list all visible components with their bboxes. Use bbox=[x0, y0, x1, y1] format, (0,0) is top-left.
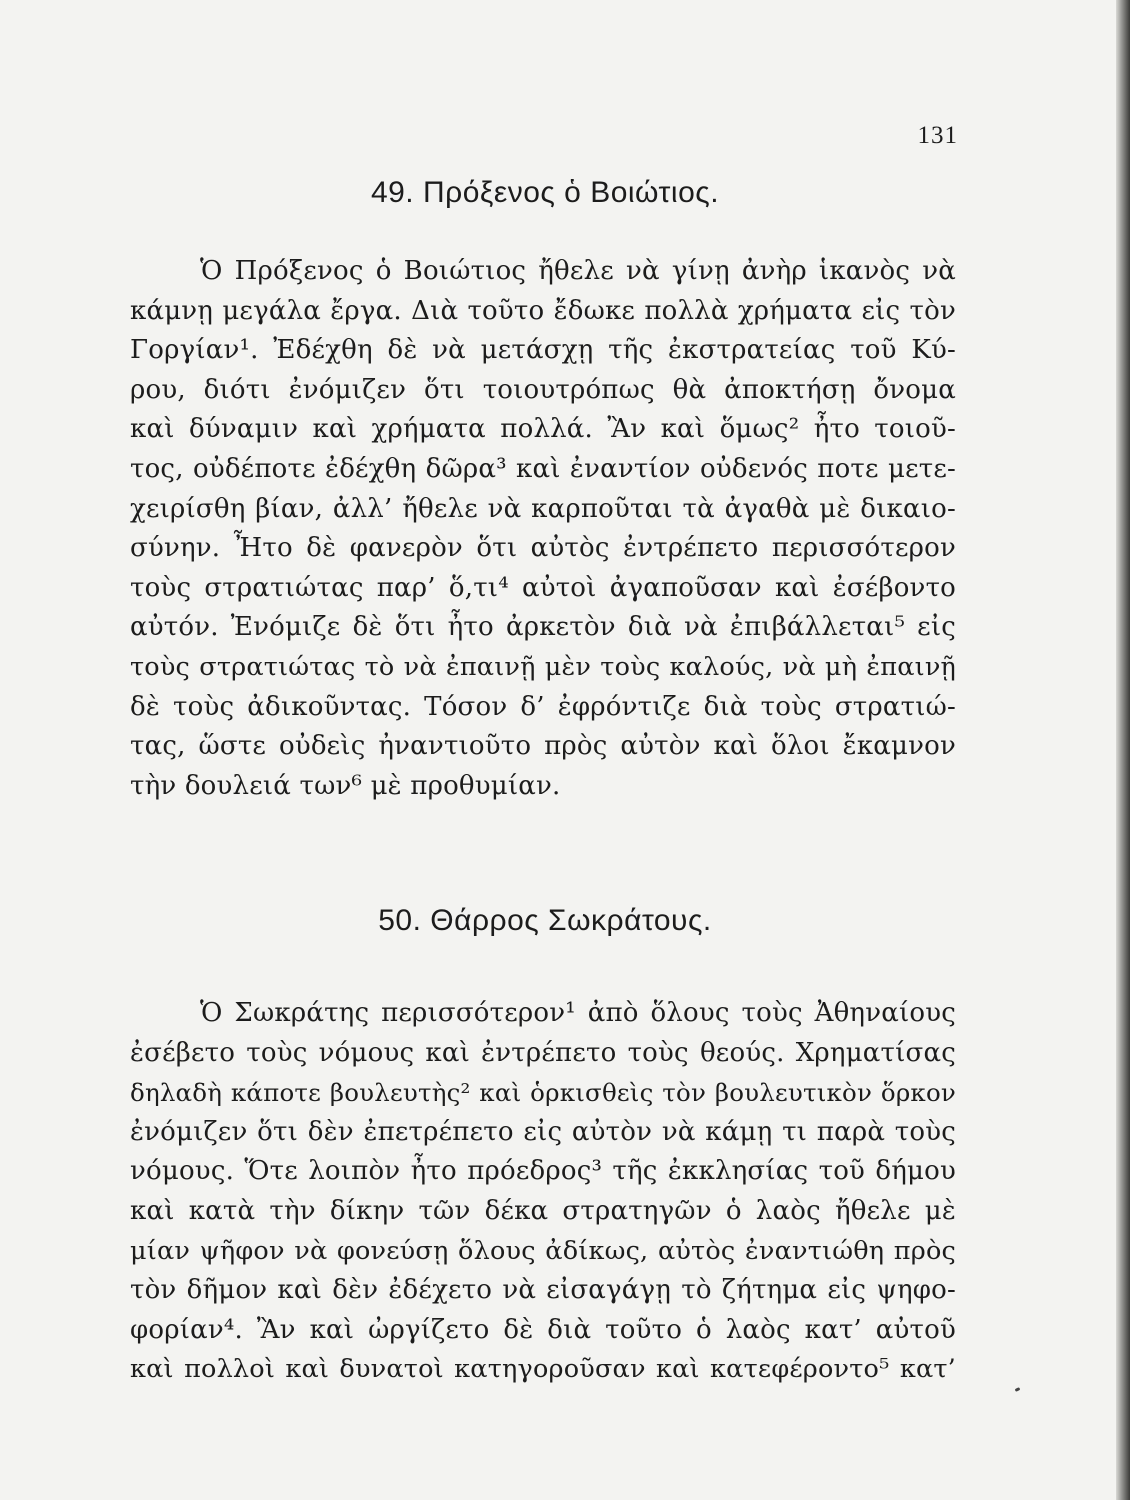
text-line: Ὁ Σωκράτης περισσότερον¹ ἀπὸ ὅλους τοὺς Ἀθηναίους bbox=[200, 998, 956, 1028]
section-50-paragraph bbox=[130, 994, 956, 1390]
text-line: δηλαδὴ κάποτε βουλευτὴς² καὶ ὁρκισθεὶς τὸν βουλευτικὸν ὅρκον bbox=[130, 1078, 956, 1108]
text-line: τοὺς στρατιώτας παρ’ ὅ,τι⁴ αὐτοὶ ἀγαποῦσαν καὶ ἐσέβοντο bbox=[130, 572, 956, 603]
page-edge-shadow bbox=[1116, 0, 1130, 1500]
text-line: Γοργίαν¹. Ἐδέχθη δὲ νὰ μετάσχῃ τῆς ἐκστρατείας τοῦ Κύ- bbox=[130, 335, 956, 366]
text-line: αὐτόν. Ἐνόμιζε δὲ ὅτι ἦτο ἀρκετὸν διὰ νὰ ἐπιβάλλεται⁵ εἰς bbox=[130, 612, 956, 643]
text-line: Ὁ Πρόξενος ὁ Βοιώτιος ἤθελε νὰ γίνῃ ἀνὴρ ἱκανὸς νὰ bbox=[200, 256, 956, 286]
text-line: τος, οὐδέποτε ἐδέχθη δῶρα³ καὶ ἐναντίον οὐδενός ποτε μετε- bbox=[130, 453, 956, 484]
page-number: 131 bbox=[917, 122, 958, 149]
text-line: χειρίσθη βίαν, ἀλλ’ ἤθελε νὰ καρποῦται τὰ ἀγαθὰ μὲ δικαιο- bbox=[130, 493, 956, 524]
text-line: μίαν ψῆφον νὰ φονεύσῃ ὅλους ἀδίκως, αὐτὸς ἐναντιώθη πρὸς bbox=[130, 1235, 956, 1266]
section-49-heading: 49. Πρόξενος ὁ Βοιώτιος. bbox=[370, 176, 720, 209]
text-line: νόμους. Ὅτε λοιπὸν ἦτο πρόεδρος³ τῆς ἐκκλησίας τοῦ δήμου bbox=[130, 1156, 956, 1187]
text-line: καὶ πολλοὶ καὶ δυνατοὶ κατηγοροῦσαν καὶ κατεφέροντο⁵ κατ’ bbox=[130, 1354, 956, 1385]
text-line: ρου, διότι ἐνόμιζεν ὅτι τοιουτρόπως θὰ ἀποκτήσῃ ὄνομα bbox=[130, 374, 956, 405]
text-line: τοὺς στρατιώτας τὸ νὰ ἐπαινῇ μὲν τοὺς καλούς, νὰ μὴ ἐπαινῇ bbox=[130, 651, 956, 682]
text-line: τὴν δουλειά των⁶ μὲ προθυμίαν. bbox=[130, 770, 561, 801]
text-line: τας, ὥστε οὐδεὶς ἠναντιοῦτο πρὸς αὐτὸν καὶ ὅλοι ἔκαμνον bbox=[130, 731, 956, 762]
text-line: ἐνόμιζεν ὅτι δὲν ἐπετρέπετο εἰς αὐτὸν νὰ κάμῃ τι παρὰ τοὺς bbox=[130, 1116, 956, 1147]
ink-speck bbox=[1015, 1387, 1021, 1392]
text-line: ἐσέβετο τοὺς νόμους καὶ ἐντρέπετο τοὺς θεούς. Χρηματίσας bbox=[130, 1037, 956, 1068]
text-line: φορίαν⁴. Ἂν καὶ ὠργίζετο δὲ διὰ τοῦτο ὁ λαὸς κατ’ αὐτοῦ bbox=[130, 1314, 956, 1345]
text-line: κάμνῃ μεγάλα ἔργα. Διὰ τοῦτο ἔδωκε πολλὰ χρήματα εἰς τὸν bbox=[130, 295, 956, 326]
text-line: σύνην. Ἦτο δὲ φανερὸν ὅτι αὐτὸς ἐντρέπετο περισσότερον bbox=[130, 533, 956, 564]
text-line: τὸν δῆμον καὶ δὲν ἐδέχετο νὰ εἰσαγάγῃ τὸ ζήτημα εἰς ψηφο- bbox=[130, 1275, 956, 1306]
text-line: καὶ δύναμιν καὶ χρήματα πολλά. Ἂν καὶ ὅμως² ἦτο τοιοῦ- bbox=[130, 414, 956, 445]
section-49-paragraph bbox=[130, 252, 956, 806]
text-line: δὲ τοὺς ἀδικοῦντας. Τόσον δ’ ἐφρόντιζε διὰ τοὺς στρατιώ- bbox=[130, 691, 956, 722]
text-line: καὶ κατὰ τὴν δίκην τῶν δέκα στρατηγῶν ὁ λαὸς ἤθελε μὲ bbox=[130, 1195, 956, 1226]
section-50-heading: 50. Θάρρος Σωκράτους. bbox=[378, 904, 712, 937]
